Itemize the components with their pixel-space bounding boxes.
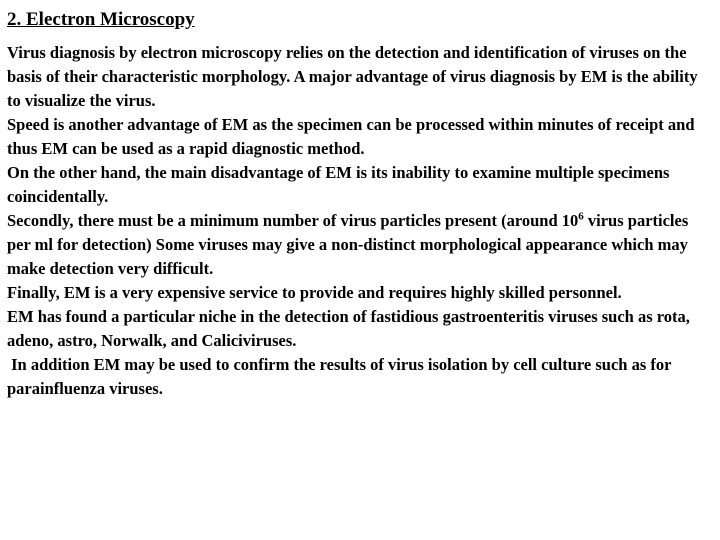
paragraph-disadvantage: On the other hand, the main disadvantage of EM is its inability to examine multiple specimens coincidentally. — [7, 163, 670, 206]
paragraph-niche: EM has found a particular niche in the detection of fastidious gastroenteritis viruses such as rota, adeno, astro, Norwalk, and Caliciviruses. — [7, 307, 690, 350]
paragraph-cost: Finally, EM is a very expensive service to provide and requires highly skilled personnel. — [7, 283, 622, 302]
slide-title: 2. Electron Microscopy — [7, 9, 195, 30]
paragraph-particles — [7, 209, 715, 281]
particles-exponent: 6 — [578, 210, 584, 223]
paragraph-detection: Virus diagnosis by electron microscopy relies on the detection and identification of viruses on the basis of their characteristic morphology. A major advantage of virus diagnosis by EM is the ability to visualize the virus. — [7, 43, 698, 110]
slide-content — [7, 5, 715, 401]
paragraph-confirmation: In addition EM may be used to confirm the results of virus isolation by cell culture such as for parainfluenza viruses. — [7, 355, 676, 398]
paragraph-speed: Speed is another advantage of EM as the specimen can be processed within minutes of receipt and thus EM can be used as a rapid diagnostic method. — [7, 115, 695, 158]
particles-text-before: Secondly, there must be a minimum number of virus particles present (around 10 — [7, 211, 579, 230]
particles-text-after: virus particles per ml for detection) Some viruses may give a non-distinct morphological appearance which may make detection very difficult. — [7, 211, 689, 278]
